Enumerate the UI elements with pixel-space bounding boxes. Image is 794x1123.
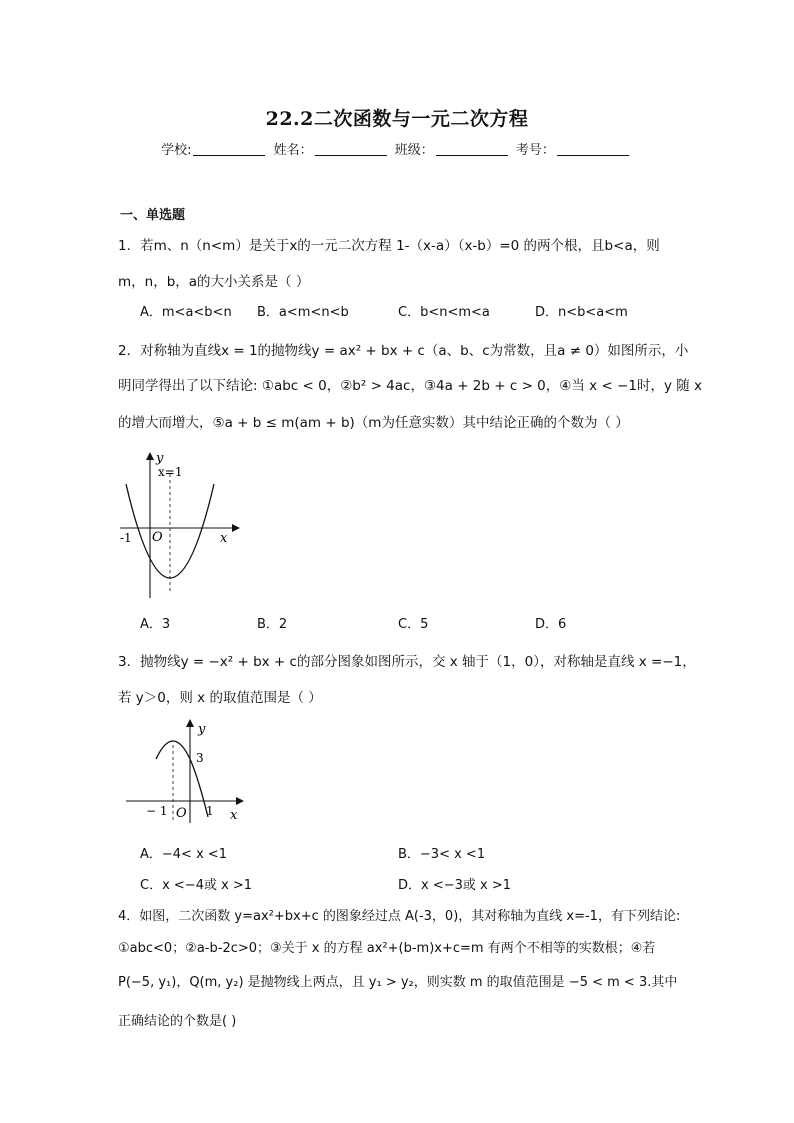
q2-option-a[interactable]: A．3 — [140, 617, 171, 632]
q1-option-a[interactable]: A．m<a<b<n — [140, 305, 232, 320]
q3-parabola-graph — [120, 715, 250, 827]
q2-origin-label: O — [152, 530, 163, 545]
q1-option-d[interactable]: D．n<b<a<m — [535, 305, 628, 320]
q3-line-1: 3．抛物线y = −x² + bx + c的部分图象如图所示，交 x 轴于（1，0），对称轴是直线 x =−1， — [118, 654, 696, 670]
student-info-row — [0, 139, 794, 158]
q3-x-arrow-icon — [236, 797, 244, 805]
q4-line-2: ①abc<0；②a-b-2c>0；③关于 x 的方程 ax²+(b-m)x+c=m 有两个不相等的实数根；④若 — [118, 941, 656, 956]
q3-line-2: 若 y＞0，则 x 的取值范围是（ ） — [118, 690, 322, 706]
q3-neg-one-label: − 1 — [146, 804, 168, 818]
q2-option-b[interactable]: B．2 — [257, 617, 288, 632]
q3-option-d[interactable]: D．x <−3或 x >1 — [398, 878, 512, 893]
q2-line-3: 的增大而增大，⑤a + b ≤ m(am + b)（m为任意实数）其中结论正确的个数为（ ） — [118, 415, 629, 431]
school-label: 学校: — [161, 143, 192, 158]
q2-option-c[interactable]: C．5 — [398, 617, 429, 632]
q1-option-b[interactable]: B．a<m<n<b — [257, 305, 349, 320]
q2-option-d[interactable]: D．6 — [535, 617, 567, 632]
q2-y-arrow-icon — [146, 452, 154, 460]
exam-no-label: 考号： — [515, 143, 555, 158]
q4-line-3: P(−5, y₁)，Q(m, y₂) 是抛物线上两点，且 y₁ > y₂，则实数 m 的取值范围是 −5 < m < 3.其中 — [118, 975, 678, 990]
section-title: 一、单选题 — [120, 208, 186, 223]
exam-no-blank[interactable] — [557, 142, 629, 156]
q2-x-label: x — [220, 531, 228, 546]
q2-line-1: 2．对称轴为直线x = 1的抛物线y = ax² + bx + c（a、b、c为常数，且a ≠ 0）如图所示，小 — [118, 343, 689, 359]
name-blank[interactable] — [315, 142, 387, 156]
q1-line-2: m，n，b，a的大小关系是（ ） — [118, 274, 310, 290]
name-label: 姓名： — [273, 143, 313, 158]
q1-option-c[interactable]: C．b<n<m<a — [398, 305, 490, 320]
q2-y-label: y — [156, 451, 164, 466]
class-blank[interactable] — [436, 142, 508, 156]
q4-line-1: 4．如图，二次函数 y=ax²+bx+c 的图象经过点 A(-3，0)，其对称轴为直线 x=-1，有下列结论: — [118, 909, 681, 924]
q3-option-a[interactable]: A．−4< x <1 — [140, 847, 228, 862]
q3-y-arrow-icon — [186, 719, 194, 727]
q3-one-label: 1 — [206, 804, 214, 818]
class-label: 班级： — [394, 143, 434, 158]
q2-neg-one-label: -1 — [120, 531, 132, 545]
q2-parabola-graph — [112, 448, 242, 606]
school-blank[interactable] — [193, 142, 265, 156]
q3-option-c[interactable]: C．x <−4或 x >1 — [140, 878, 253, 893]
q2-line-2: 明同学得出了以下结论: ①abc < 0，②b² > 4ac，③4a + 2b + c > 0，④当 x < −1时，y 随 x — [118, 378, 703, 394]
q3-origin-label: O — [176, 806, 187, 821]
q1-line-1: 1．若m、n（n<m）是关于x的一元二次方程 1-（x-a）（x-b）=0 的两个根，且b<a，则 — [118, 238, 660, 254]
q3-three-label: 3 — [196, 751, 204, 765]
q3-y-label: y — [198, 722, 206, 737]
q3-option-b[interactable]: B．−3< x <1 — [398, 847, 486, 862]
q2-x-arrow-icon — [232, 524, 240, 532]
q2-axis-label: x=1 — [158, 465, 183, 479]
q3-x-label: x — [230, 808, 238, 823]
q4-line-4: 正确结论的个数是( ) — [118, 1014, 237, 1029]
page-title: 22.2二次函数与一元二次方程 — [265, 108, 529, 130]
